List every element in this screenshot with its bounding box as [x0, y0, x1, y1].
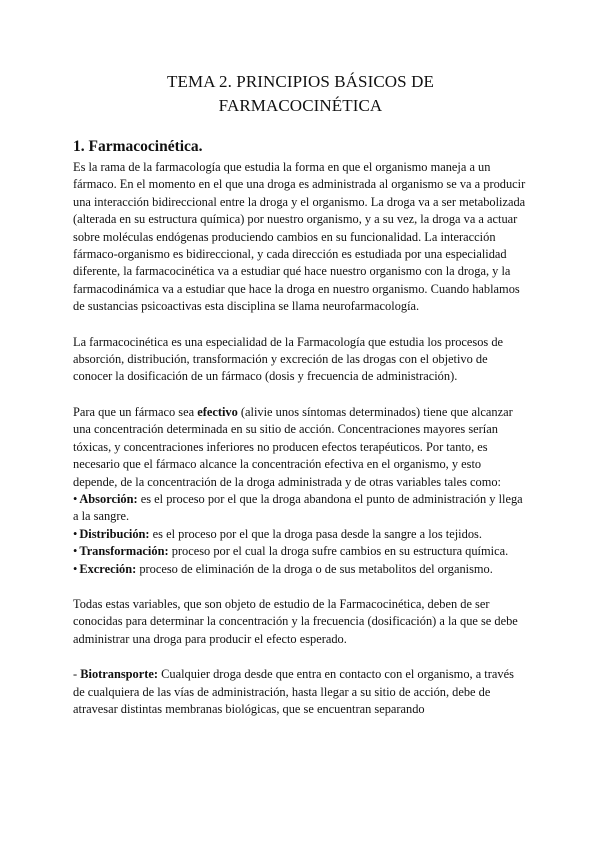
- para5-pre: -: [73, 667, 81, 682]
- paragraph-pharmacokinetics: La farmacocinética es una especialidad de la Farmacología que estudia los procesos de absorción, distribución, transformación y excreción de las drogas con el objetivo de conocer la dosificación de un fármaco (dosis y frecuencia de administración).: [73, 334, 504, 384]
- list-item: [73, 561, 528, 578]
- list-item: [73, 543, 528, 560]
- paragraph-effective: [73, 404, 528, 491]
- bullet-mark: •: [73, 544, 78, 559]
- list-item-term: Excreción:: [79, 561, 137, 576]
- list-item-term: Absorción:: [79, 491, 138, 506]
- bullet-mark: •: [73, 526, 78, 541]
- section-heading: 1. Farmacocinética.: [73, 138, 203, 155]
- list-item-text: es el proceso por el que la droga pasa desde la sangre a los tejidos.: [149, 526, 482, 541]
- list-item-term: Distribución:: [79, 526, 150, 541]
- bullet-mark: •: [73, 491, 78, 506]
- paragraph-definition: Es la rama de la farmacología que estudia la forma en que el organismo maneja a un fármaco. En el momento en el que una droga es administrada al organismo se va a producir una interacción bidireccional entre la droga y el organismo. La droga va a ser metabolizada (alterada en su estructura química) por nuestro organismo, y a su vez, la droga va a actuar sobre moléculas endógenas produciendo cambios en su funcionalidad. La interacción fármaco-organismo es bidireccional, y cada dirección es estudiada por una especialidad diferente, la farmacocinética va a estudiar qué hace nuestro organismo con la droga, y la farmacodinámica va a estudiar que hace la droga en nuestro organismo. Cuando hablamos de sustancias psicoactivas esta disciplina se llama neurofarmacología.: [73, 160, 526, 314]
- para3-post: (alivie unos síntomas determinados) tiene que alcanzar una concentración determinada en su sitio de acción. Concentraciones mayores serían tóxicas, y concentraciones inferiores no producen efectos terapéuticos. Por tanto, es necesario que el fármaco alcance la concentración efectiva en el organismo, y esto depende, de la concentración de la droga administrada y de otras variables tales como:: [73, 404, 513, 489]
- para3-bold: efectivo: [197, 404, 238, 419]
- list-item: [73, 526, 528, 543]
- list-item-text: proceso de eliminación de la droga o de sus metabolitos del organismo.: [136, 561, 493, 576]
- list-item: [73, 491, 528, 526]
- para3-pre: Para que un fármaco sea: [73, 404, 198, 419]
- variables-list: [73, 491, 528, 578]
- list-item-text: es el proceso por el que la droga abandona el punto de administración y llega a la sangre.: [73, 491, 523, 524]
- paragraph-variables: Todas estas variables, que son objeto de estudio de la Farmacocinética, deben de ser conocidas para determinar la concentración y la frecuencia (dosificación) a la que se debe administrar una droga para producir el efecto esperado.: [73, 596, 518, 646]
- list-item-text: proceso por el cual la droga sufre cambios en su estructura química.: [168, 544, 509, 559]
- paragraph-biotransport: [73, 666, 528, 718]
- para5-bold: Biotransporte:: [80, 667, 159, 682]
- title-line-2: FARMACOCINÉTICA: [218, 96, 383, 115]
- document-title: [73, 70, 528, 118]
- bullet-mark: •: [73, 561, 78, 576]
- title-line-1: TEMA 2. PRINCIPIOS BÁSICOS DE: [167, 72, 434, 91]
- para5-post: Cualquier droga desde que entra en contacto con el organismo, a través de cualquiera de las vías de administración, hasta llegar a su sitio de acción, debe de atravesar distintas membranas biológicas, que se encuentran separando: [73, 667, 514, 716]
- list-item-term: Transformación:: [79, 544, 169, 559]
